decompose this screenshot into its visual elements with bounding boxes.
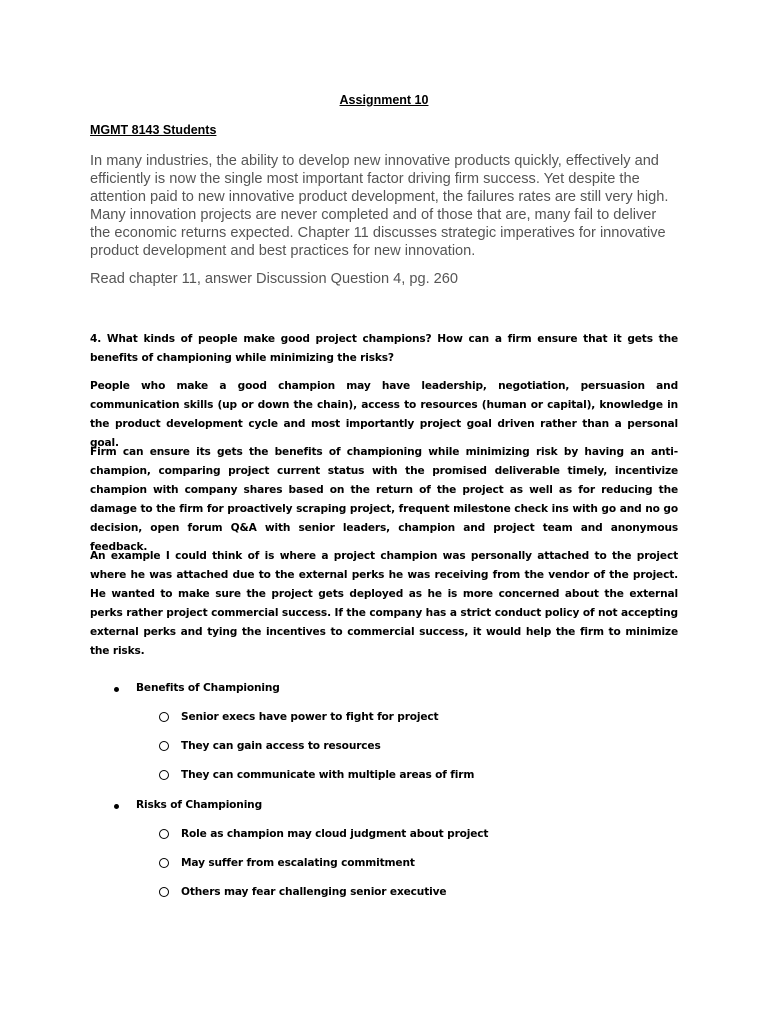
risks-heading-item [136, 799, 262, 811]
list-item [181, 828, 488, 840]
circle-bullet-icon [159, 712, 169, 722]
list-item [181, 711, 438, 723]
discussion-question: 4. What kinds of people make good project champions? How can a firm ensure that it gets the benefits of championing while minimizing the risks? [90, 333, 678, 364]
list-item-text: Senior execs have power to fight for project [181, 711, 439, 723]
answer-paragraph-1: People who make a good champion may have leadership, negotiation, persuasion and communication skills (up or down the chain), access to resources (human or capital), knowledge in the product development cycle and most importantly project goal driven rather than a personal goal. [90, 380, 678, 449]
list-item-text: Others may fear challenging senior executive [181, 886, 447, 898]
list-item [181, 740, 381, 752]
document-title: Assignment 10 [339, 93, 429, 107]
reading-instruction: Read chapter 11, answer Discussion Question 4, pg. 260 [90, 271, 459, 287]
circle-bullet-icon [159, 858, 169, 868]
list-item-text: They can communicate with multiple areas of firm [181, 769, 475, 781]
document-subtitle: MGMT 8143 Students [90, 123, 217, 137]
answer-paragraph-2: Firm can ensure its gets the benefits of championing while minimizing risk by having an anti-champion, comparing project current status with the promised deliverable timely, incentivize champion with company shares based on the return of the project as well as for reducing the damage to the firm for proactively scraping project, frequent milestone check ins with go and no go decision, open forum Q&A with senior leaders, champion and project team and anonymous feedback. [90, 446, 678, 553]
list-item [181, 769, 474, 781]
list-item-text: They can gain access to resources [181, 740, 381, 752]
benefits-heading: Benefits of Championing [136, 682, 280, 694]
list-item [181, 857, 415, 869]
list-item [181, 886, 446, 898]
circle-bullet-icon [159, 829, 169, 839]
list-item-text: Role as champion may cloud judgment about project [181, 828, 489, 840]
risks-heading: Risks of Championing [136, 799, 263, 811]
intro-paragraph: In many industries, the ability to develop new innovative products quickly, effectively and efficiently is now the single most important factor driving firm success. Yet despite the attention paid to new innovative product development, the failures rates are still very high. Many innovation projects are never completed and of those that are, many fail to deliver the economic returns expected. Chapter 11 discusses strategic imperatives for innovative product development and best practices for new innovation. [90, 153, 669, 259]
bullet-icon [114, 687, 119, 692]
answer-paragraph-3: An example I could think of is where a project champion was personally attached to the project where he was attached due to the external perks he was receiving from the vendor of the project. He wanted to make sure the project gets deployed as he is more concerned about the external perks rather project commercial success. If the company has a strict conduct policy of not accepting external perks and tying the incentives to commercial success, it would help the firm to minimize the risks. [90, 550, 678, 657]
list-item-text: May suffer from escalating commitment [181, 857, 415, 869]
circle-bullet-icon [159, 741, 169, 751]
circle-bullet-icon [159, 770, 169, 780]
circle-bullet-icon [159, 887, 169, 897]
bullet-icon [114, 804, 119, 809]
benefits-heading-item [136, 682, 280, 694]
